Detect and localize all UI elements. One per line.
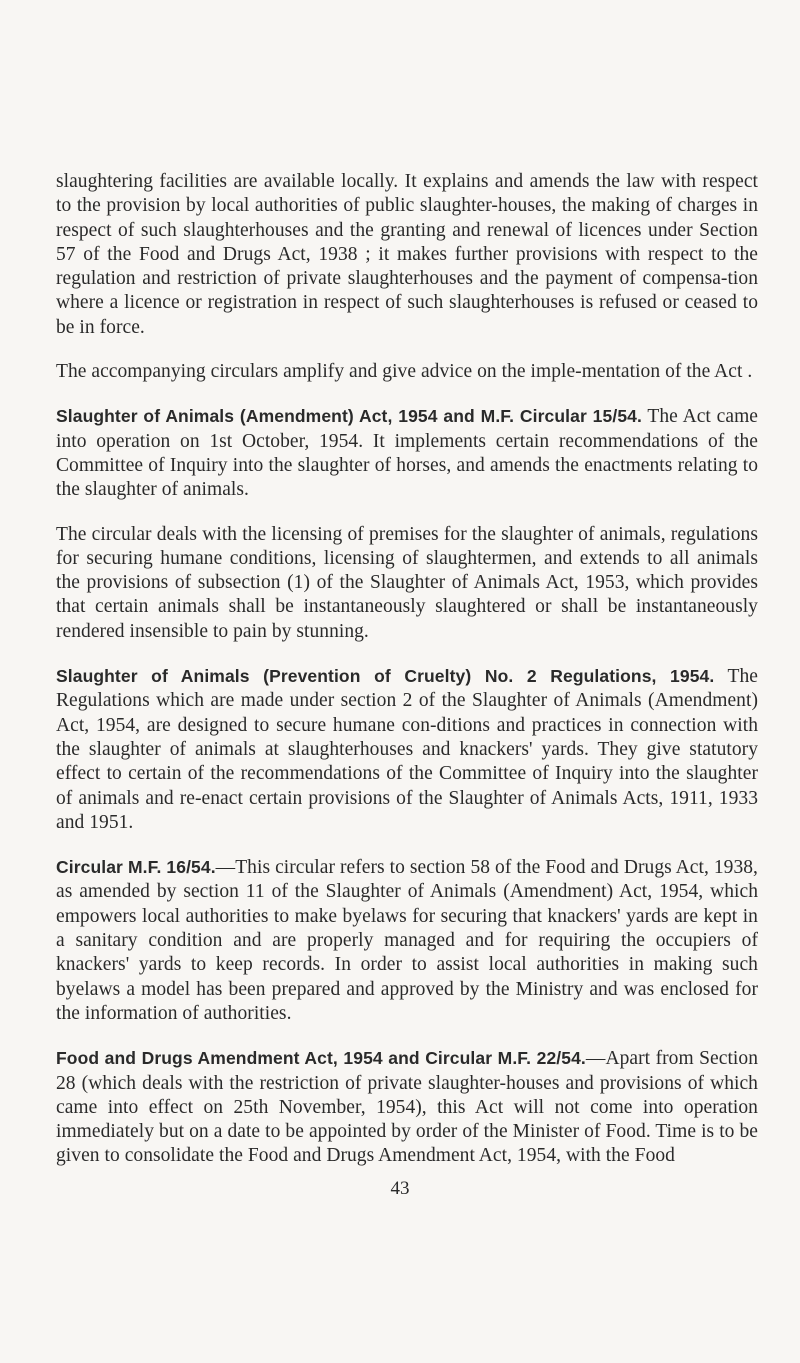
paragraph-7	[56, 1046, 758, 1168]
paragraph-6	[56, 855, 758, 1026]
paragraph-2-text: The accompanying circulars amplify and give advice on the imple-mentation of the Act .	[56, 361, 753, 383]
page-number: 43	[390, 1178, 410, 1199]
paragraph-5	[56, 664, 758, 835]
paragraph-1-text: slaughtering facilities are available locally. It explains and amends the law with respect to the provision by local authorities of public slaughter-houses, the making of charges in respect of such slaughterhouses and the granting and renewal of licences under Section 57 of the Food and Drugs Act, 1938 ; it makes further provisions with respect to the regulation and restriction of private slaughterhouses and the payment of compensa-tion where a licence or registration in respect of such slaughterhouses is refused or ceased to be in force.	[56, 171, 758, 338]
paragraph-7-heading: Food and Drugs Amendment Act, 1954 and Circular M.F. 22/54.	[56, 1048, 586, 1069]
paragraph-6-heading: Circular M.F. 16/54.	[56, 857, 216, 878]
paragraph-5-text: The Regulations which are made under section 2 of the Slaughter of Animals (Amendment) Act, 1954, are designed to secure humane con-ditions and practices in connection with the slaughter of animals at slaughterhouses and knackers' yards. They give statutory effect to certain of the recommendations of the Committee of Inquiry into the slaughter of animals and re-enact certain provisions of the Slaughter of Animals Acts, 1911, 1933 and 1951.	[56, 666, 758, 833]
paragraph-3-text: The Act came into operation on 1st October, 1954. It implements certain recommendations of the Committee of Inquiry into the slaughter of horses, and amends the enactments relating to the slaughter of animals.	[56, 406, 758, 501]
paragraph-6-text: —This circular refers to section 58 of the Food and Drugs Act, 1938, as amended by section 11 of the Slaughter of Animals (Amendment) Act, 1954, which empowers local authorities to make byelaws for securing that knackers' yards are kept in a sanitary condition and are properly managed and for requiring the occupiers of knackers' yards to keep records. In order to assist local authorities in making such byelaws a model has been prepared and approved by the Ministry and was enclosed for the information of authorities.	[56, 857, 758, 1024]
paragraph-5-heading: Slaughter of Animals (Prevention of Cruelty) No. 2 Regulations, 1954.	[56, 666, 715, 687]
page-body	[56, 170, 758, 1189]
paragraph-3	[56, 404, 758, 502]
paragraph-7-text: —Apart from Section 28 (which deals with the restriction of private slaughter-houses and provisions of which came into effect on 25th November, 1954), this Act will not come into operation immediately but on a date to be appointed by order of the Minister of Food. Time is to be given to consolidate the Food and Drugs Amendment Act, 1954, with the Food	[56, 1048, 759, 1167]
paragraph-4	[56, 523, 758, 644]
paragraph-3-heading: Slaughter of Animals (Amendment) Act, 1954 and M.F. Circular 15/54.	[56, 406, 642, 427]
paragraph-4-text: The circular deals with the licensing of premises for the slaughter of animals, regulations for securing humane conditions, licensing of slaughtermen, and extends to all animals the provisions of subsection (1) of the Slaughter of Animals Act, 1953, which provides that certain animals shall be instantaneously slaughtered or shall be instantaneously rendered insensible to pain by stunning.	[56, 523, 758, 642]
paragraph-1	[56, 170, 758, 340]
paragraph-2	[56, 360, 758, 384]
